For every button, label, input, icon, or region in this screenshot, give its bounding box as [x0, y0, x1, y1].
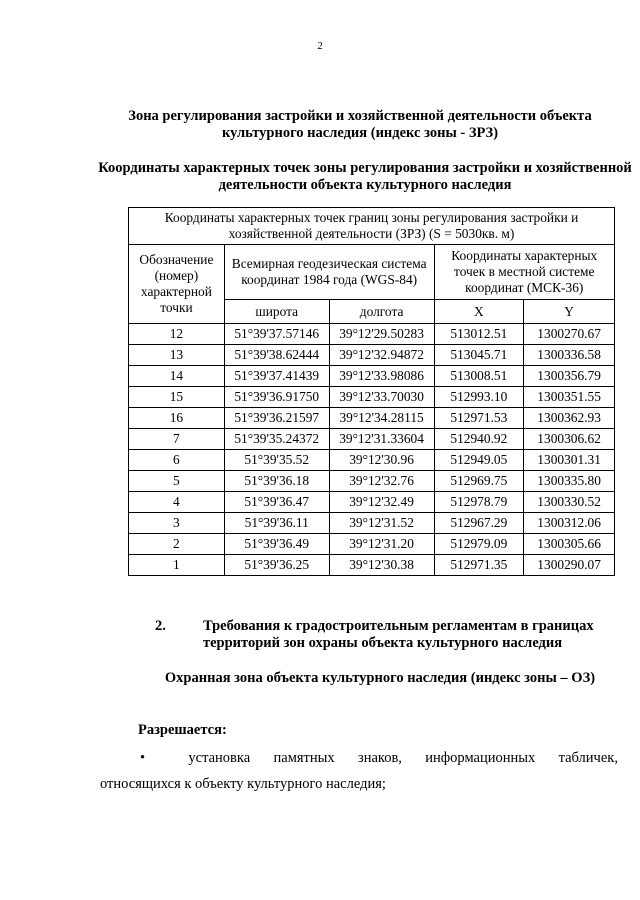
- cell-longitude: 39°12'31.52: [329, 513, 434, 534]
- cell-x: 512949.05: [434, 450, 524, 471]
- cell-longitude: 39°12'34.28115: [329, 408, 434, 429]
- table-row: [129, 429, 615, 450]
- cell-longitude: 39°12'31.33604: [329, 429, 434, 450]
- table-row: [129, 471, 615, 492]
- bullet-word: установка: [188, 750, 251, 766]
- col-msk-header: Координаты характерных точек в местной системе координат (МСК-36): [434, 245, 615, 300]
- cell-point: 7: [129, 429, 225, 450]
- sub-longitude-header: долгота: [329, 300, 434, 324]
- table-row: [129, 408, 615, 429]
- col-wgs-header: Всемирная геодезическая система координат 1984 года (WGS-84): [224, 245, 434, 300]
- cell-latitude: 51°39'37.41439: [224, 366, 329, 387]
- cell-x: 512967.29: [434, 513, 524, 534]
- cell-point: 12: [129, 324, 225, 345]
- cell-longitude: 39°12'32.49: [329, 492, 434, 513]
- cell-x: 512993.10: [434, 387, 524, 408]
- bullet-word: табличек,: [558, 750, 618, 766]
- oz-zone-heading: Охранная зона объекта культурного наследия (индекс зоны – ОЗ): [164, 670, 596, 686]
- cell-x: 512978.79: [434, 492, 524, 513]
- table-row: [129, 387, 615, 408]
- bullet-word: памятных: [273, 750, 335, 766]
- table-caption: Координаты характерных точек границ зоны регулирования застройки и хозяйственной деятельности (ЗРЗ) (S = 5030кв. м): [129, 208, 615, 245]
- table-row: [129, 324, 615, 345]
- sub-x-header: X: [434, 300, 524, 324]
- cell-longitude: 39°12'32.94872: [329, 345, 434, 366]
- cell-point: 14: [129, 366, 225, 387]
- cell-x: 513045.71: [434, 345, 524, 366]
- section-number: 2.: [155, 618, 166, 634]
- cell-y: 1300351.55: [524, 387, 615, 408]
- cell-y: 1300362.93: [524, 408, 615, 429]
- table-row: [129, 492, 615, 513]
- cell-point: 16: [129, 408, 225, 429]
- cell-x: 512969.75: [434, 471, 524, 492]
- cell-y: 1300335.80: [524, 471, 615, 492]
- cell-y: 1300290.07: [524, 555, 615, 576]
- table-row: [129, 555, 615, 576]
- section-title: Требования к градостроительным регламентам в границах территорий зон охраны объекта культурного наследия: [203, 618, 594, 651]
- bullet-word: информационных: [425, 750, 536, 766]
- cell-point: 15: [129, 387, 225, 408]
- cell-x: 512971.53: [434, 408, 524, 429]
- page-number: 2: [317, 40, 323, 52]
- cell-y: 1300301.31: [524, 450, 615, 471]
- cell-latitude: 51°39'36.25: [224, 555, 329, 576]
- bullet-word: знаков,: [357, 750, 402, 766]
- cell-latitude: 51°39'35.24372: [224, 429, 329, 450]
- cell-latitude: 51°39'36.47: [224, 492, 329, 513]
- cell-longitude: 39°12'32.76: [329, 471, 434, 492]
- cell-x: 512971.35: [434, 555, 524, 576]
- cell-latitude: 51°39'38.62444: [224, 345, 329, 366]
- coordinates-heading: Координаты характерных точек зоны регулирования застройки и хозяйственной деятельности объекта культурного наследия: [98, 160, 632, 193]
- cell-latitude: 51°39'36.11: [224, 513, 329, 534]
- cell-latitude: 51°39'36.49: [224, 534, 329, 555]
- bullet-item: [140, 750, 618, 767]
- cell-point: 6: [129, 450, 225, 471]
- cell-latitude: 51°39'36.21597: [224, 408, 329, 429]
- cell-y: 1300306.62: [524, 429, 615, 450]
- zrz-zone-heading: Зона регулирования застройки и хозяйственной деятельности объекта культурного наследия (индекс зоны - ЗРЗ): [128, 108, 592, 141]
- cell-y: 1300312.06: [524, 513, 615, 534]
- cell-x: 513012.51: [434, 324, 524, 345]
- cell-latitude: 51°39'36.18: [224, 471, 329, 492]
- table-row: [129, 450, 615, 471]
- table-row: [129, 534, 615, 555]
- cell-point: 13: [129, 345, 225, 366]
- cell-y: 1300336.58: [524, 345, 615, 366]
- allowed-label: Разрешается:: [138, 722, 227, 738]
- col-point-header: Обозначение (номер) характерной точки: [129, 245, 225, 324]
- table-row: [129, 513, 615, 534]
- bullet-continuation: относящихся к объекту культурного наследия;: [100, 776, 386, 792]
- cell-x: 512979.09: [434, 534, 524, 555]
- cell-point: 2: [129, 534, 225, 555]
- cell-x: 513008.51: [434, 366, 524, 387]
- cell-longitude: 39°12'30.96: [329, 450, 434, 471]
- sub-y-header: Y: [524, 300, 615, 324]
- table-row: [129, 366, 615, 387]
- table-row: [129, 345, 615, 366]
- cell-y: 1300305.66: [524, 534, 615, 555]
- cell-x: 512940.92: [434, 429, 524, 450]
- cell-y: 1300356.79: [524, 366, 615, 387]
- cell-point: 5: [129, 471, 225, 492]
- cell-longitude: 39°12'33.98086: [329, 366, 434, 387]
- bullet-symbol: •: [140, 750, 146, 766]
- cell-point: 3: [129, 513, 225, 534]
- cell-latitude: 51°39'36.91750: [224, 387, 329, 408]
- cell-y: 1300270.67: [524, 324, 615, 345]
- cell-latitude: 51°39'35.52: [224, 450, 329, 471]
- cell-longitude: 39°12'33.70030: [329, 387, 434, 408]
- cell-latitude: 51°39'37.57146: [224, 324, 329, 345]
- cell-y: 1300330.52: [524, 492, 615, 513]
- cell-point: 1: [129, 555, 225, 576]
- coordinates-table: [128, 207, 615, 576]
- cell-longitude: 39°12'30.38: [329, 555, 434, 576]
- cell-longitude: 39°12'29.50283: [329, 324, 434, 345]
- sub-latitude-header: широта: [224, 300, 329, 324]
- table-header-row: [129, 245, 615, 300]
- cell-point: 4: [129, 492, 225, 513]
- table-caption-row: [129, 208, 615, 245]
- cell-longitude: 39°12'31.20: [329, 534, 434, 555]
